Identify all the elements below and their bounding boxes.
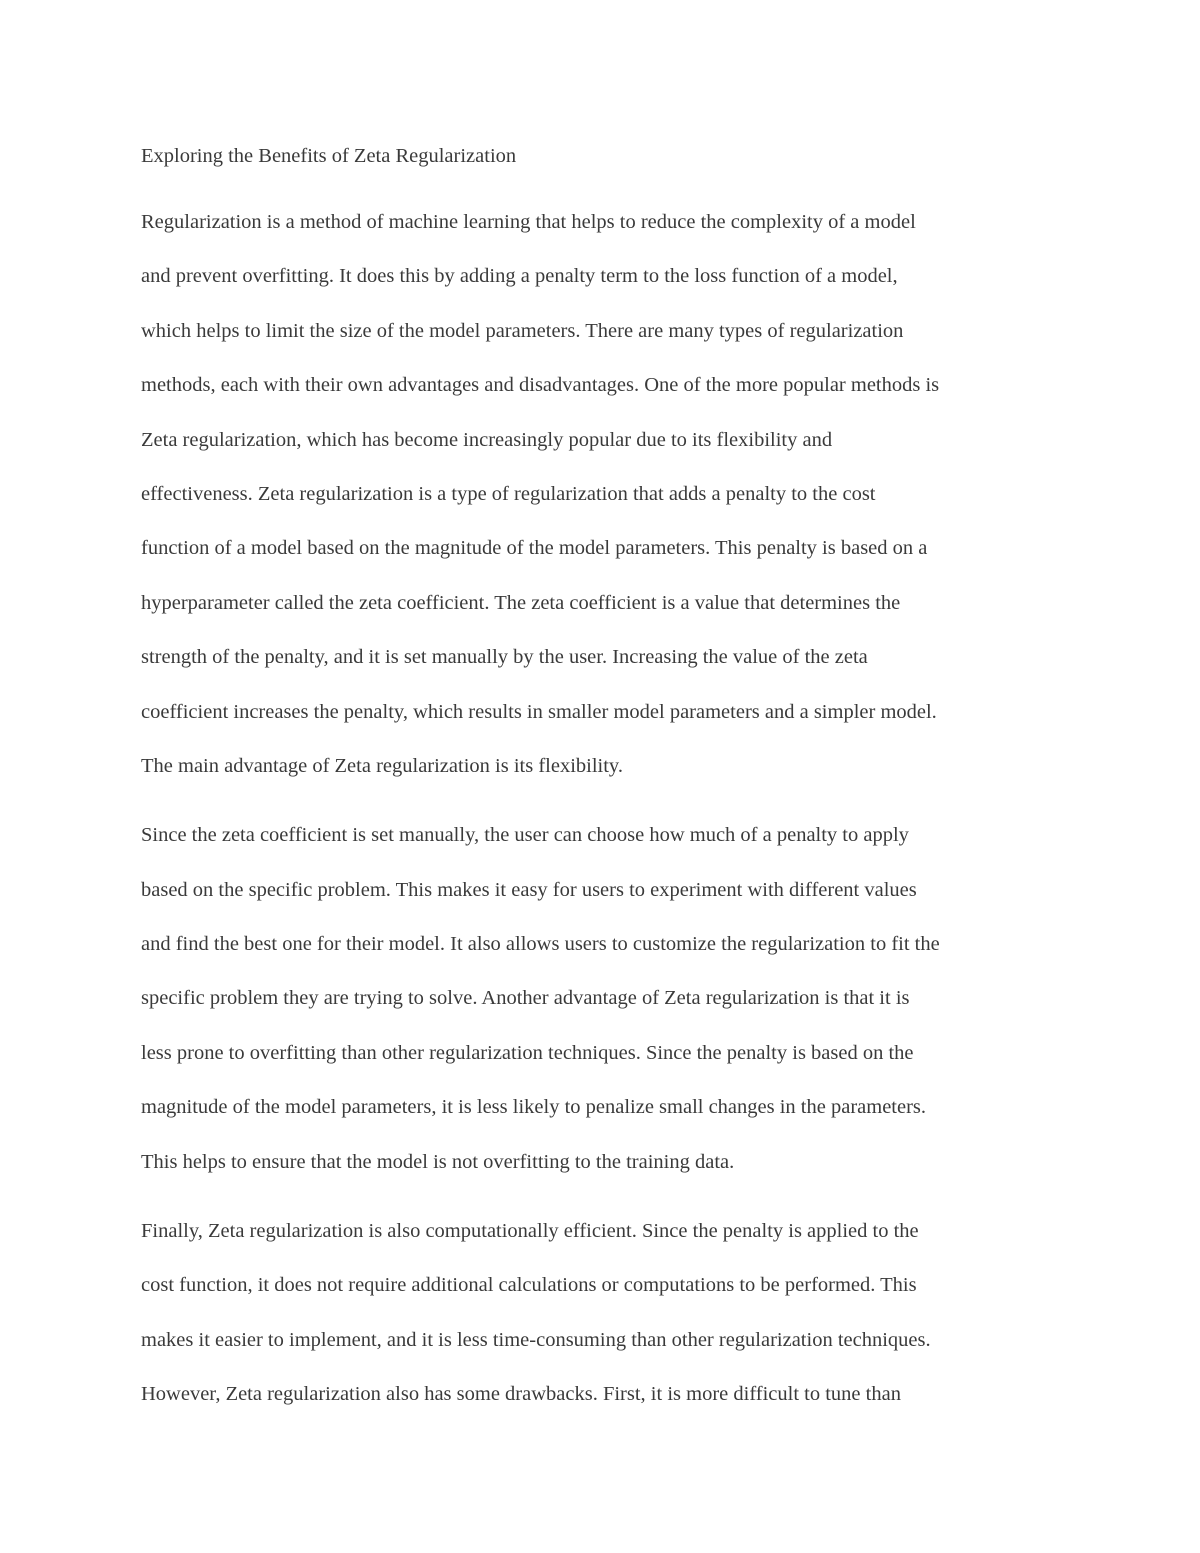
text-line: which helps to limit the size of the model parameters. There are many types of regularization [141, 319, 904, 342]
paragraph-3 [141, 1204, 1071, 1422]
text-line: strength of the penalty, and it is set manually by the user. Increasing the value of the zeta [141, 646, 868, 669]
text-line: function of a model based on the magnitude of the model parameters. This penalty is based on a [141, 537, 928, 560]
text-line: effectiveness. Zeta regularization is a type of regularization that adds a penalty to the cost [141, 482, 876, 505]
text-line: hyperparameter called the zeta coefficient. The zeta coefficient is a value that determines the [141, 591, 901, 614]
text-line: coefficient increases the penalty, which results in smaller model parameters and a simpler model. [141, 700, 937, 723]
text-line: This helps to ensure that the model is not overfitting to the training data. [141, 1150, 735, 1173]
document-title: Exploring the Benefits of Zeta Regularization [141, 145, 517, 167]
text-line: methods, each with their own advantages and disadvantages. One of the more popular methods is [141, 374, 940, 397]
text-line: based on the specific problem. This makes it easy for users to experiment with different values [141, 878, 917, 901]
text-line: Zeta regularization, which has become increasingly popular due to its flexibility and [141, 428, 833, 451]
text-line: makes it easier to implement, and it is less time-consuming than other regularization techniques. [141, 1328, 931, 1351]
text-line: specific problem they are trying to solve. Another advantage of Zeta regularization is that it is [141, 987, 910, 1010]
text-line: and prevent overfitting. It does this by adding a penalty term to the loss function of a model, [141, 265, 898, 288]
text-line: and find the best one for their model. It also allows users to customize the regularization to fit the [141, 933, 940, 956]
text-line: magnitude of the model parameters, it is less likely to penalize small changes in the parameters. [141, 1096, 927, 1119]
text-line: Regularization is a method of machine learning that helps to reduce the complexity of a model [141, 211, 916, 233]
text-line: Finally, Zeta regularization is also computationally efficient. Since the penalty is applied to the [141, 1220, 919, 1243]
document-body [141, 141, 1071, 1422]
text-line: The main advantage of Zeta regularization is its flexibility. [141, 754, 623, 777]
text-line: Since the zeta coefficient is set manually, the user can choose how much of a penalty to apply [141, 824, 909, 847]
paragraph-1 [141, 195, 1071, 793]
text-line: less prone to overfitting than other regularization techniques. Since the penalty is based on the [141, 1041, 914, 1064]
text-line: However, Zeta regularization also has some drawbacks. First, it is more difficult to tune than [141, 1383, 901, 1406]
text-line: cost function, it does not require additional calculations or computations to be performed. This [141, 1274, 917, 1297]
paragraph-2 [141, 808, 1071, 1189]
